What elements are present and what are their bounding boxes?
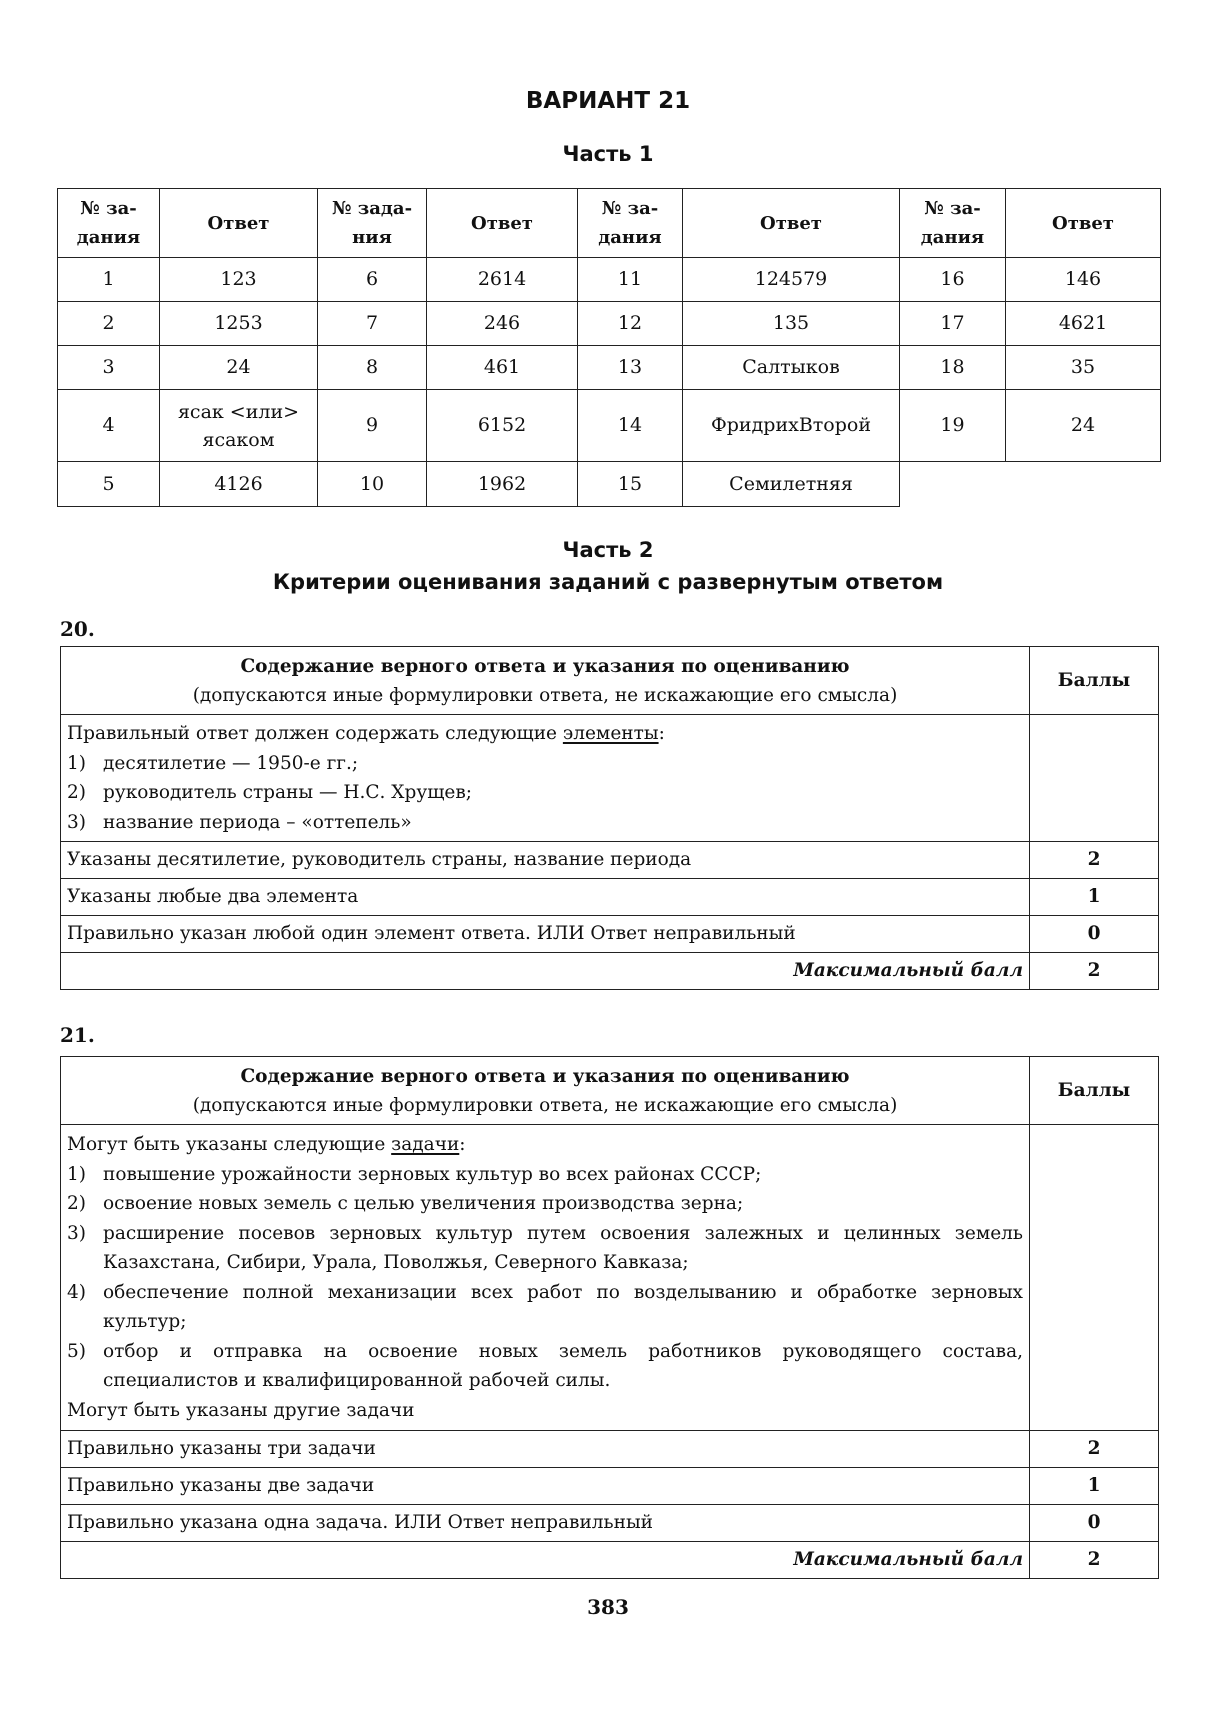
criteria-heading: Критерии оценивания заданий с развернутым ответом xyxy=(272,570,944,594)
criteria-points: 0 xyxy=(1030,1505,1159,1542)
task-answer: 2614 xyxy=(427,258,578,302)
criteria-row xyxy=(61,916,1159,953)
answer-intro xyxy=(67,1130,1023,1160)
header-answer: Ответ xyxy=(1006,189,1161,258)
criteria-header-points: Баллы xyxy=(1030,647,1159,715)
empty-cell xyxy=(900,462,1161,507)
intro-text: Правильный ответ должен содержать следующие xyxy=(67,723,563,744)
part2-heading: Часть 2 xyxy=(562,538,654,562)
answers-row xyxy=(58,390,1161,462)
task-answer: 4126 xyxy=(160,462,318,507)
criteria-points: 2 xyxy=(1030,1431,1159,1468)
criteria-header-content xyxy=(61,1057,1030,1125)
task-20-number: 20. xyxy=(60,617,95,641)
answer-item xyxy=(67,808,1023,838)
header-answer: Ответ xyxy=(427,189,578,258)
criteria-points: 1 xyxy=(1030,879,1159,916)
page-number: 383 xyxy=(587,1595,629,1619)
task-answer: 146 xyxy=(1006,258,1161,302)
task-21-number: 21. xyxy=(60,1023,95,1047)
task-number: 17 xyxy=(900,302,1006,346)
task-answer: 461 xyxy=(427,346,578,390)
answers-row xyxy=(58,302,1161,346)
answer-item xyxy=(67,1160,1023,1190)
criteria-header-content xyxy=(61,647,1030,715)
intro-end: : xyxy=(658,723,665,744)
answers-table xyxy=(57,188,1161,507)
intro-underlined: задачи xyxy=(391,1134,460,1155)
item-number: 2) xyxy=(67,782,86,803)
item-text: отбор и отправка на освоение новых земель работников руководящего состава, специалистов и квалифицированной рабочей силы. xyxy=(103,1340,1023,1391)
criteria-points: 2 xyxy=(1030,842,1159,879)
max-score-label: Максимальный балл xyxy=(61,953,1030,990)
task-answer: Салтыков xyxy=(683,346,900,390)
answer-content-row xyxy=(61,715,1159,842)
item-text: название периода – «оттепель» xyxy=(103,811,412,833)
item-number: 3) xyxy=(67,811,86,833)
content-header-title: Содержание верного ответа и указания по оцениванию xyxy=(240,1065,850,1087)
task-answer: 123 xyxy=(160,258,318,302)
intro-text: Могут быть указаны следующие xyxy=(67,1134,392,1155)
task-answer: 24 xyxy=(1006,390,1161,462)
task-number: 15 xyxy=(578,462,683,507)
task-number: 14 xyxy=(578,390,683,462)
answers-row xyxy=(58,258,1161,302)
criteria-text: Правильно указаны две задачи xyxy=(61,1468,1030,1505)
content-header-note: (допускаются иные формулировки ответа, не искажающие его смысла) xyxy=(192,1094,898,1116)
points-empty xyxy=(1030,1125,1159,1431)
task-number: 1 xyxy=(58,258,160,302)
task-number: 4 xyxy=(58,390,160,462)
item-number: 5) xyxy=(67,1340,86,1362)
answer-intro xyxy=(67,719,1023,749)
criteria-header-row xyxy=(61,1057,1159,1125)
task-number: 19 xyxy=(900,390,1006,462)
max-score-points: 2 xyxy=(1030,1542,1159,1579)
header-task-number: № за-дания xyxy=(900,189,1006,258)
header-answer: Ответ xyxy=(160,189,318,258)
item-text: десятилетие — 1950-е гг.; xyxy=(103,752,359,774)
item-number: 4) xyxy=(67,1281,86,1303)
criteria-row xyxy=(61,879,1159,916)
max-score-points: 2 xyxy=(1030,953,1159,990)
answer-outro: Могут быть указаны другие задачи xyxy=(67,1399,415,1421)
max-score-row xyxy=(61,953,1159,990)
item-text: повышение урожайности зерновых культур во всех районах СССР; xyxy=(103,1163,762,1185)
task-number: 10 xyxy=(318,462,427,507)
answer-content xyxy=(61,1125,1030,1431)
criteria-row xyxy=(61,1505,1159,1542)
task-20-criteria-table xyxy=(60,646,1159,990)
task-answer: 24 xyxy=(160,346,318,390)
answer-content-row xyxy=(61,1125,1159,1431)
answer-content xyxy=(61,715,1030,842)
answers-row xyxy=(58,346,1161,390)
task-answer: 1253 xyxy=(160,302,318,346)
answer-item xyxy=(67,778,1023,808)
header-answer: Ответ xyxy=(683,189,900,258)
header-task-number: № за-дания xyxy=(58,189,160,258)
task-answer: ясак <или> ясаком xyxy=(160,390,318,462)
item-text: освоение новых земель с целью увеличения производства зерна; xyxy=(103,1193,744,1214)
answers-header-row xyxy=(58,189,1161,258)
answers-row xyxy=(58,462,1161,507)
content-header-note: (допускаются иные формулировки ответа, не искажающие его смысла) xyxy=(192,684,898,706)
task-number: 12 xyxy=(578,302,683,346)
task-number: 2 xyxy=(58,302,160,346)
criteria-text: Правильно указана одна задача. ИЛИ Ответ неправильный xyxy=(61,1505,1030,1542)
criteria-header-points: Баллы xyxy=(1030,1057,1159,1125)
task-number: 9 xyxy=(318,390,427,462)
task-number: 11 xyxy=(578,258,683,302)
criteria-points: 0 xyxy=(1030,916,1159,953)
max-score-label: Максимальный балл xyxy=(61,1542,1030,1579)
task-number: 8 xyxy=(318,346,427,390)
content-header-title: Содержание верного ответа и указания по оцениванию xyxy=(240,655,850,677)
answer-item xyxy=(67,1189,1023,1219)
item-number: 3) xyxy=(67,1222,86,1244)
task-answer: 4621 xyxy=(1006,302,1161,346)
task-answer: 6152 xyxy=(427,390,578,462)
task-answer: 135 xyxy=(683,302,900,346)
item-number: 1) xyxy=(67,1163,86,1185)
answer-item xyxy=(67,1337,1023,1396)
criteria-header-row xyxy=(61,647,1159,715)
item-number: 1) xyxy=(67,752,86,774)
item-number: 2) xyxy=(67,1193,86,1214)
task-number: 7 xyxy=(318,302,427,346)
item-text: расширение посевов зерновых культур путем освоения залежных и целинных земель Казахстана, Сибири, Урала, Поволжья, Северного Кавказа; xyxy=(103,1222,1023,1273)
task-answer: ФридрихВторой xyxy=(683,390,900,462)
intro-underlined: элементы xyxy=(562,723,659,744)
answer-item xyxy=(67,1278,1023,1337)
task-answer: 1962 xyxy=(427,462,578,507)
task-answer: 124579 xyxy=(683,258,900,302)
criteria-points: 1 xyxy=(1030,1468,1159,1505)
item-text: руководитель страны — Н.С. Хрущев; xyxy=(103,782,472,803)
task-21-criteria-table xyxy=(60,1056,1159,1579)
task-number: 16 xyxy=(900,258,1006,302)
max-score-row xyxy=(61,1542,1159,1579)
header-task-number: № за-дания xyxy=(578,189,683,258)
points-empty xyxy=(1030,715,1159,842)
criteria-text: Указаны любые два элемента xyxy=(61,879,1030,916)
criteria-row xyxy=(61,1431,1159,1468)
answer-item xyxy=(67,749,1023,779)
task-number: 13 xyxy=(578,346,683,390)
intro-end: : xyxy=(459,1134,466,1155)
criteria-row xyxy=(61,1468,1159,1505)
task-number: 6 xyxy=(318,258,427,302)
task-answer: 35 xyxy=(1006,346,1161,390)
task-answer: Семилетняя xyxy=(683,462,900,507)
task-number: 18 xyxy=(900,346,1006,390)
criteria-text: Правильно указан любой один элемент ответа. ИЛИ Ответ неправильный xyxy=(61,916,1030,953)
criteria-text: Правильно указаны три задачи xyxy=(61,1431,1030,1468)
part1-heading: Часть 1 xyxy=(562,142,654,166)
task-number: 3 xyxy=(58,346,160,390)
task-answer: 246 xyxy=(427,302,578,346)
variant-title: ВАРИАНТ 21 xyxy=(525,88,691,114)
item-text: обеспечение полной механизации всех работ по возделыванию и обработке зерновых культур; xyxy=(103,1281,1023,1332)
header-task-number: № зада-ния xyxy=(318,189,427,258)
answer-item xyxy=(67,1219,1023,1278)
criteria-row xyxy=(61,842,1159,879)
criteria-text: Указаны десятилетие, руководитель страны, название периода xyxy=(61,842,1030,879)
task-number: 5 xyxy=(58,462,160,507)
